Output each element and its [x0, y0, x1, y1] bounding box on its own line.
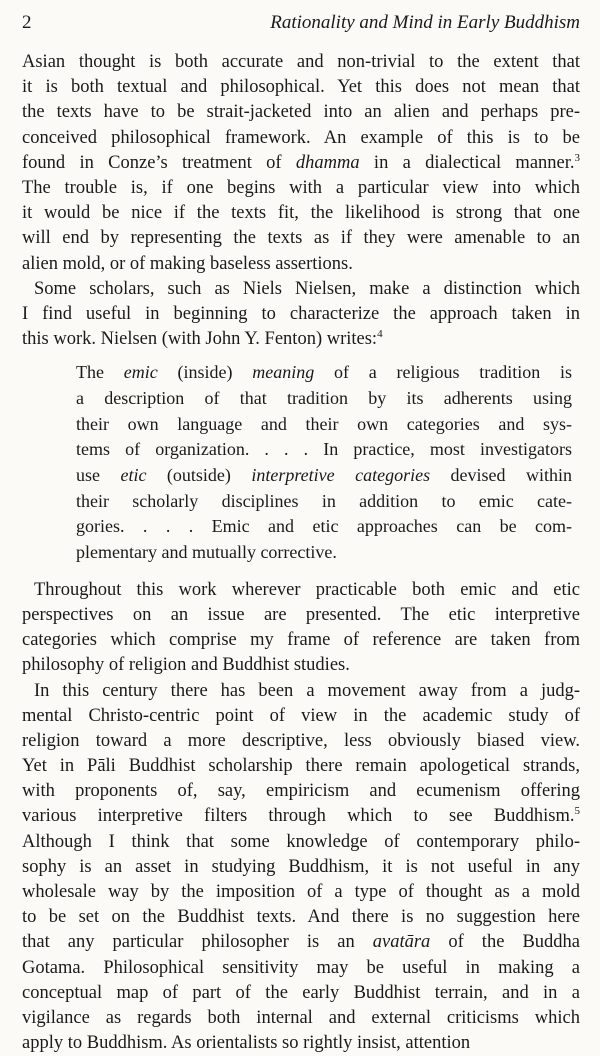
text-line: gories. . . . Emic and etic approaches can be com- — [76, 514, 572, 540]
text-run: in a dialectical manner. — [360, 153, 575, 173]
text-line: I find useful in beginning to characterize the approach taken in — [22, 302, 580, 327]
italic-term: dhamma — [296, 153, 360, 173]
italic-term: meaning — [252, 362, 314, 382]
text-run: (inside) — [158, 362, 253, 382]
paragraph-3 — [22, 578, 580, 679]
text-run: that any particular philosopher is an — [22, 932, 373, 952]
text-run: various interpretive filters through which to see Buddhism. — [22, 806, 575, 826]
text-line: their own language and their own categories and sys- — [76, 412, 572, 438]
text-line — [22, 804, 580, 829]
text-line: tems of organization. . . . In practice, most investigators — [76, 437, 572, 463]
text-line: In this century there has been a movement away from a judg- — [34, 679, 580, 704]
text-line: apply to Buddhism. As orientalists so rightly insist, attention — [22, 1031, 580, 1056]
italic-term: interpretive categories — [251, 465, 430, 485]
text-run: The — [76, 362, 124, 382]
text-line: Although I think that some knowledge of contemporary philo- — [22, 830, 580, 855]
text-line: mental Christo-centric point of view in the academic study of — [22, 704, 580, 729]
text-line — [76, 360, 572, 386]
text-line — [22, 151, 580, 176]
text-line: to be set on the Buddhist texts. And there is no suggestion here — [22, 905, 580, 930]
text-line — [22, 930, 580, 955]
text-line: The trouble is, if one begins with a particular view into which — [22, 176, 580, 201]
text-line: with proponents of, say, empiricism and ecumenism offering — [22, 779, 580, 804]
text-line: will end by representing the texts as if they were amenable to an — [22, 226, 580, 251]
text-line: Throughout this work wherever practicable both emic and etic — [34, 578, 580, 603]
paragraph-1 — [22, 50, 580, 277]
text-run: of the Buddha — [430, 932, 580, 952]
text-run: (outside) — [146, 465, 251, 485]
paragraph-4 — [22, 679, 580, 1056]
text-line: religion toward a more descriptive, less obviously biased view. — [22, 729, 580, 754]
footnote-marker: 3 — [575, 152, 581, 164]
footnote-marker: 5 — [575, 805, 581, 817]
text-line: Some scholars, such as Niels Nielsen, make a distinction which — [34, 277, 580, 302]
running-title: Rationality and Mind in Early Buddhism — [270, 12, 580, 34]
text-line: Yet in Pāli Buddhist scholarship there remain apologetical strands, — [22, 754, 580, 779]
text-line — [76, 463, 572, 489]
paragraph-2 — [22, 277, 580, 353]
text-line: plementary and mutually corrective. — [76, 540, 572, 566]
text-run: devised within — [430, 465, 572, 485]
page-header — [22, 12, 580, 40]
footnote-marker: 4 — [377, 328, 383, 340]
text-run: found in Conze’s treatment of — [22, 153, 296, 173]
text-line: it would be nice if the texts fit, the likelihood is strong that one — [22, 201, 580, 226]
italic-term: emic — [124, 362, 158, 382]
text-line: perspectives on an issue are presented. The etic interpretive — [22, 603, 580, 628]
text-line: Asian thought is both accurate and non-trivial to the extent that — [22, 50, 580, 75]
text-line: conceived philosophical framework. An example of this is to be — [22, 126, 580, 151]
text-line: wholesale way by the imposition of a type of thought as a mold — [22, 880, 580, 905]
text-line: a description of that tradition by its adherents using — [76, 386, 572, 412]
page-number: 2 — [22, 12, 32, 34]
italic-term: etic — [120, 465, 146, 485]
text-run: this work. Nielsen (with John Y. Fenton) writes: — [22, 329, 377, 349]
text-line: their scholarly disciplines in addition to emic cate- — [76, 489, 572, 515]
text-line: the texts have to be strait-jacketed into an alien and perhaps pre- — [22, 100, 580, 125]
text-line: alien mold, or of making baseless assertions. — [22, 252, 580, 277]
book-page — [22, 12, 580, 1056]
text-line: vigilance as regards both internal and external criticisms which — [22, 1006, 580, 1031]
text-line: it is both textual and philosophical. Yet this does not mean that — [22, 75, 580, 100]
text-line: conceptual map of part of the early Buddhist terrain, and in a — [22, 981, 580, 1006]
text-line: categories which comprise my frame of reference are taken from — [22, 628, 580, 653]
text-line — [22, 327, 580, 352]
text-run: of a religious tradition is — [314, 362, 572, 382]
text-run: use — [76, 465, 120, 485]
italic-term: avatāra — [373, 932, 431, 952]
text-line: philosophy of religion and Buddhist studies. — [22, 653, 580, 678]
block-quote — [22, 360, 580, 566]
text-line: Gotama. Philosophical sensitivity may be useful in making a — [22, 956, 580, 981]
text-line: sophy is an asset in studying Buddhism, it is not useful in any — [22, 855, 580, 880]
